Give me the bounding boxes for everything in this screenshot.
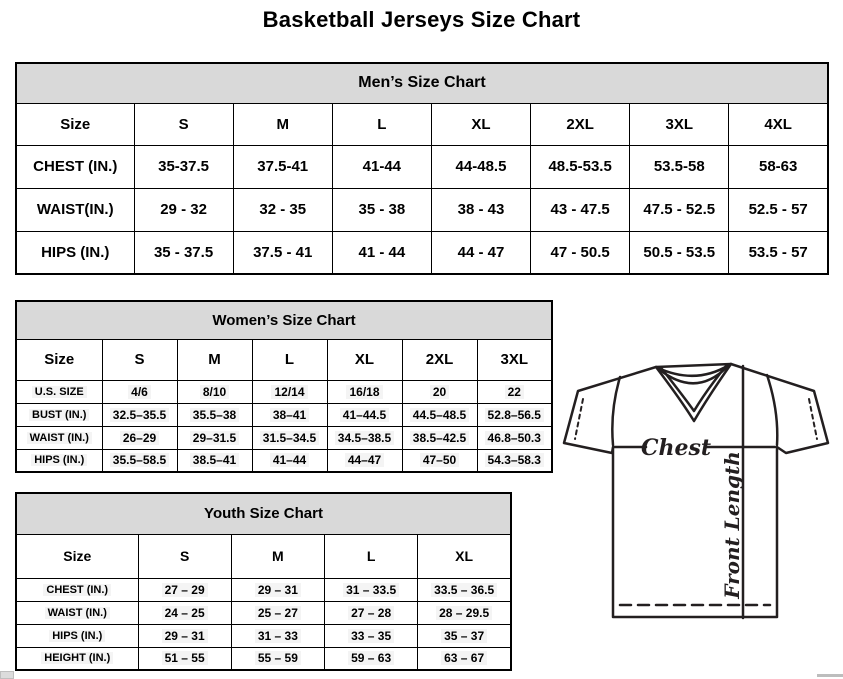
women-chart-title: Women’s Size Chart [16, 301, 552, 339]
men-value-cell: 47 - 50.5 [531, 231, 630, 274]
mens-size-table [15, 62, 829, 275]
jersey-measurement-diagram [556, 354, 843, 644]
youth-value-cell: 55 – 59 [231, 647, 324, 670]
youth-table-row [16, 601, 511, 624]
youth-value-cell: 63 – 67 [418, 647, 511, 670]
men-column-header: 3XL [630, 103, 729, 145]
youth-chart-title: Youth Size Chart [16, 493, 511, 534]
women-value-cell: 22 [477, 380, 552, 403]
men-value-cell: 35 - 38 [332, 188, 431, 231]
youth-table-row [16, 647, 511, 670]
women-value-cell: 26–29 [102, 426, 177, 449]
men-column-header: L [332, 103, 431, 145]
youth-value-cell: 31 – 33.5 [325, 578, 418, 601]
men-value-cell: 29 - 32 [134, 188, 233, 231]
youth-value-cell: 33 – 35 [325, 624, 418, 647]
youth-row-label: HIPS (IN.) [16, 624, 138, 647]
women-value-cell: 44–47 [327, 449, 402, 472]
women-column-header: S [102, 339, 177, 380]
women-row-label: WAIST (IN.) [16, 426, 102, 449]
men-value-cell: 37.5-41 [233, 145, 332, 188]
men-value-cell: 48.5-53.5 [531, 145, 630, 188]
youth-table-row [16, 624, 511, 647]
men-table-row [16, 145, 828, 188]
youth-value-cell: 28 – 29.5 [418, 601, 511, 624]
youth-size-header: Size [16, 534, 138, 578]
women-value-cell: 46.8–50.3 [477, 426, 552, 449]
men-column-header: XL [431, 103, 530, 145]
men-chart-title: Men’s Size Chart [16, 63, 828, 103]
women-value-cell: 29–31.5 [177, 426, 252, 449]
men-column-header: 4XL [729, 103, 828, 145]
women-value-cell: 44.5–48.5 [402, 403, 477, 426]
women-size-header: Size [16, 339, 102, 380]
youth-value-cell: 59 – 63 [325, 647, 418, 670]
scrollbar-thumb[interactable] [817, 674, 843, 677]
youth-column-header: S [138, 534, 231, 578]
women-table-row [16, 449, 552, 472]
youth-value-cell: 27 – 29 [138, 578, 231, 601]
men-value-cell: 32 - 35 [233, 188, 332, 231]
men-value-cell: 35 - 37.5 [134, 231, 233, 274]
women-value-cell: 38.5–41 [177, 449, 252, 472]
women-value-cell: 8/10 [177, 380, 252, 403]
youth-value-cell: 29 – 31 [231, 578, 324, 601]
men-column-header: 2XL [531, 103, 630, 145]
jersey-outline-icon [556, 354, 843, 644]
women-value-cell: 47–50 [402, 449, 477, 472]
women-value-cell: 20 [402, 380, 477, 403]
women-value-cell: 38.5–42.5 [402, 426, 477, 449]
scrollbar-left-button[interactable] [0, 671, 14, 679]
men-value-cell: 53.5 - 57 [729, 231, 828, 274]
men-value-cell: 43 - 47.5 [531, 188, 630, 231]
men-table-row [16, 231, 828, 274]
men-row-label: WAIST(IN.) [16, 188, 134, 231]
women-column-header: XL [327, 339, 402, 380]
youth-value-cell: 27 – 28 [325, 601, 418, 624]
men-column-header: S [134, 103, 233, 145]
men-value-cell: 50.5 - 53.5 [630, 231, 729, 274]
women-value-cell: 4/6 [102, 380, 177, 403]
men-value-cell: 38 - 43 [431, 188, 530, 231]
men-value-cell: 47.5 - 52.5 [630, 188, 729, 231]
front-length-label: Front Length [720, 451, 744, 599]
men-column-header: M [233, 103, 332, 145]
youth-value-cell: 35 – 37 [418, 624, 511, 647]
youth-value-cell: 51 – 55 [138, 647, 231, 670]
youth-column-header: L [325, 534, 418, 578]
women-column-header: M [177, 339, 252, 380]
women-value-cell: 35.5–58.5 [102, 449, 177, 472]
youth-value-cell: 31 – 33 [231, 624, 324, 647]
men-value-cell: 44-48.5 [431, 145, 530, 188]
youth-table-row [16, 578, 511, 601]
women-value-cell: 31.5–34.5 [252, 426, 327, 449]
women-value-cell: 16/18 [327, 380, 402, 403]
women-row-label: HIPS (IN.) [16, 449, 102, 472]
youth-size-table [15, 492, 512, 671]
women-column-header: 2XL [402, 339, 477, 380]
women-value-cell: 54.3–58.3 [477, 449, 552, 472]
men-value-cell: 44 - 47 [431, 231, 530, 274]
women-table-row [16, 426, 552, 449]
women-value-cell: 32.5–35.5 [102, 403, 177, 426]
men-value-cell: 41 - 44 [332, 231, 431, 274]
youth-row-label: HEIGHT (IN.) [16, 647, 138, 670]
womens-size-table [15, 300, 553, 473]
chest-label: Chest [640, 435, 712, 461]
women-table-row [16, 380, 552, 403]
men-value-cell: 58-63 [729, 145, 828, 188]
men-value-cell: 41-44 [332, 145, 431, 188]
women-row-label: BUST (IN.) [16, 403, 102, 426]
youth-column-header: M [231, 534, 324, 578]
women-value-cell: 41–44.5 [327, 403, 402, 426]
youth-column-header: XL [418, 534, 511, 578]
youth-value-cell: 33.5 – 36.5 [418, 578, 511, 601]
youth-value-cell: 29 – 31 [138, 624, 231, 647]
men-value-cell: 37.5 - 41 [233, 231, 332, 274]
youth-row-label: WAIST (IN.) [16, 601, 138, 624]
youth-value-cell: 24 – 25 [138, 601, 231, 624]
women-value-cell: 12/14 [252, 380, 327, 403]
men-value-cell: 53.5-58 [630, 145, 729, 188]
men-row-label: HIPS (IN.) [16, 231, 134, 274]
page-title: Basketball Jerseys Size Chart [262, 7, 581, 32]
women-value-cell: 34.5–38.5 [327, 426, 402, 449]
women-value-cell: 38–41 [252, 403, 327, 426]
youth-value-cell: 25 – 27 [231, 601, 324, 624]
women-value-cell: 35.5–38 [177, 403, 252, 426]
youth-row-label: CHEST (IN.) [16, 578, 138, 601]
women-row-label: U.S. SIZE [16, 380, 102, 403]
men-value-cell: 35-37.5 [134, 145, 233, 188]
women-column-header: 3XL [477, 339, 552, 380]
women-value-cell: 41–44 [252, 449, 327, 472]
men-size-header: Size [16, 103, 134, 145]
women-column-header: L [252, 339, 327, 380]
men-row-label: CHEST (IN.) [16, 145, 134, 188]
women-table-row [16, 403, 552, 426]
men-table-row [16, 188, 828, 231]
women-value-cell: 52.8–56.5 [477, 403, 552, 426]
men-value-cell: 52.5 - 57 [729, 188, 828, 231]
